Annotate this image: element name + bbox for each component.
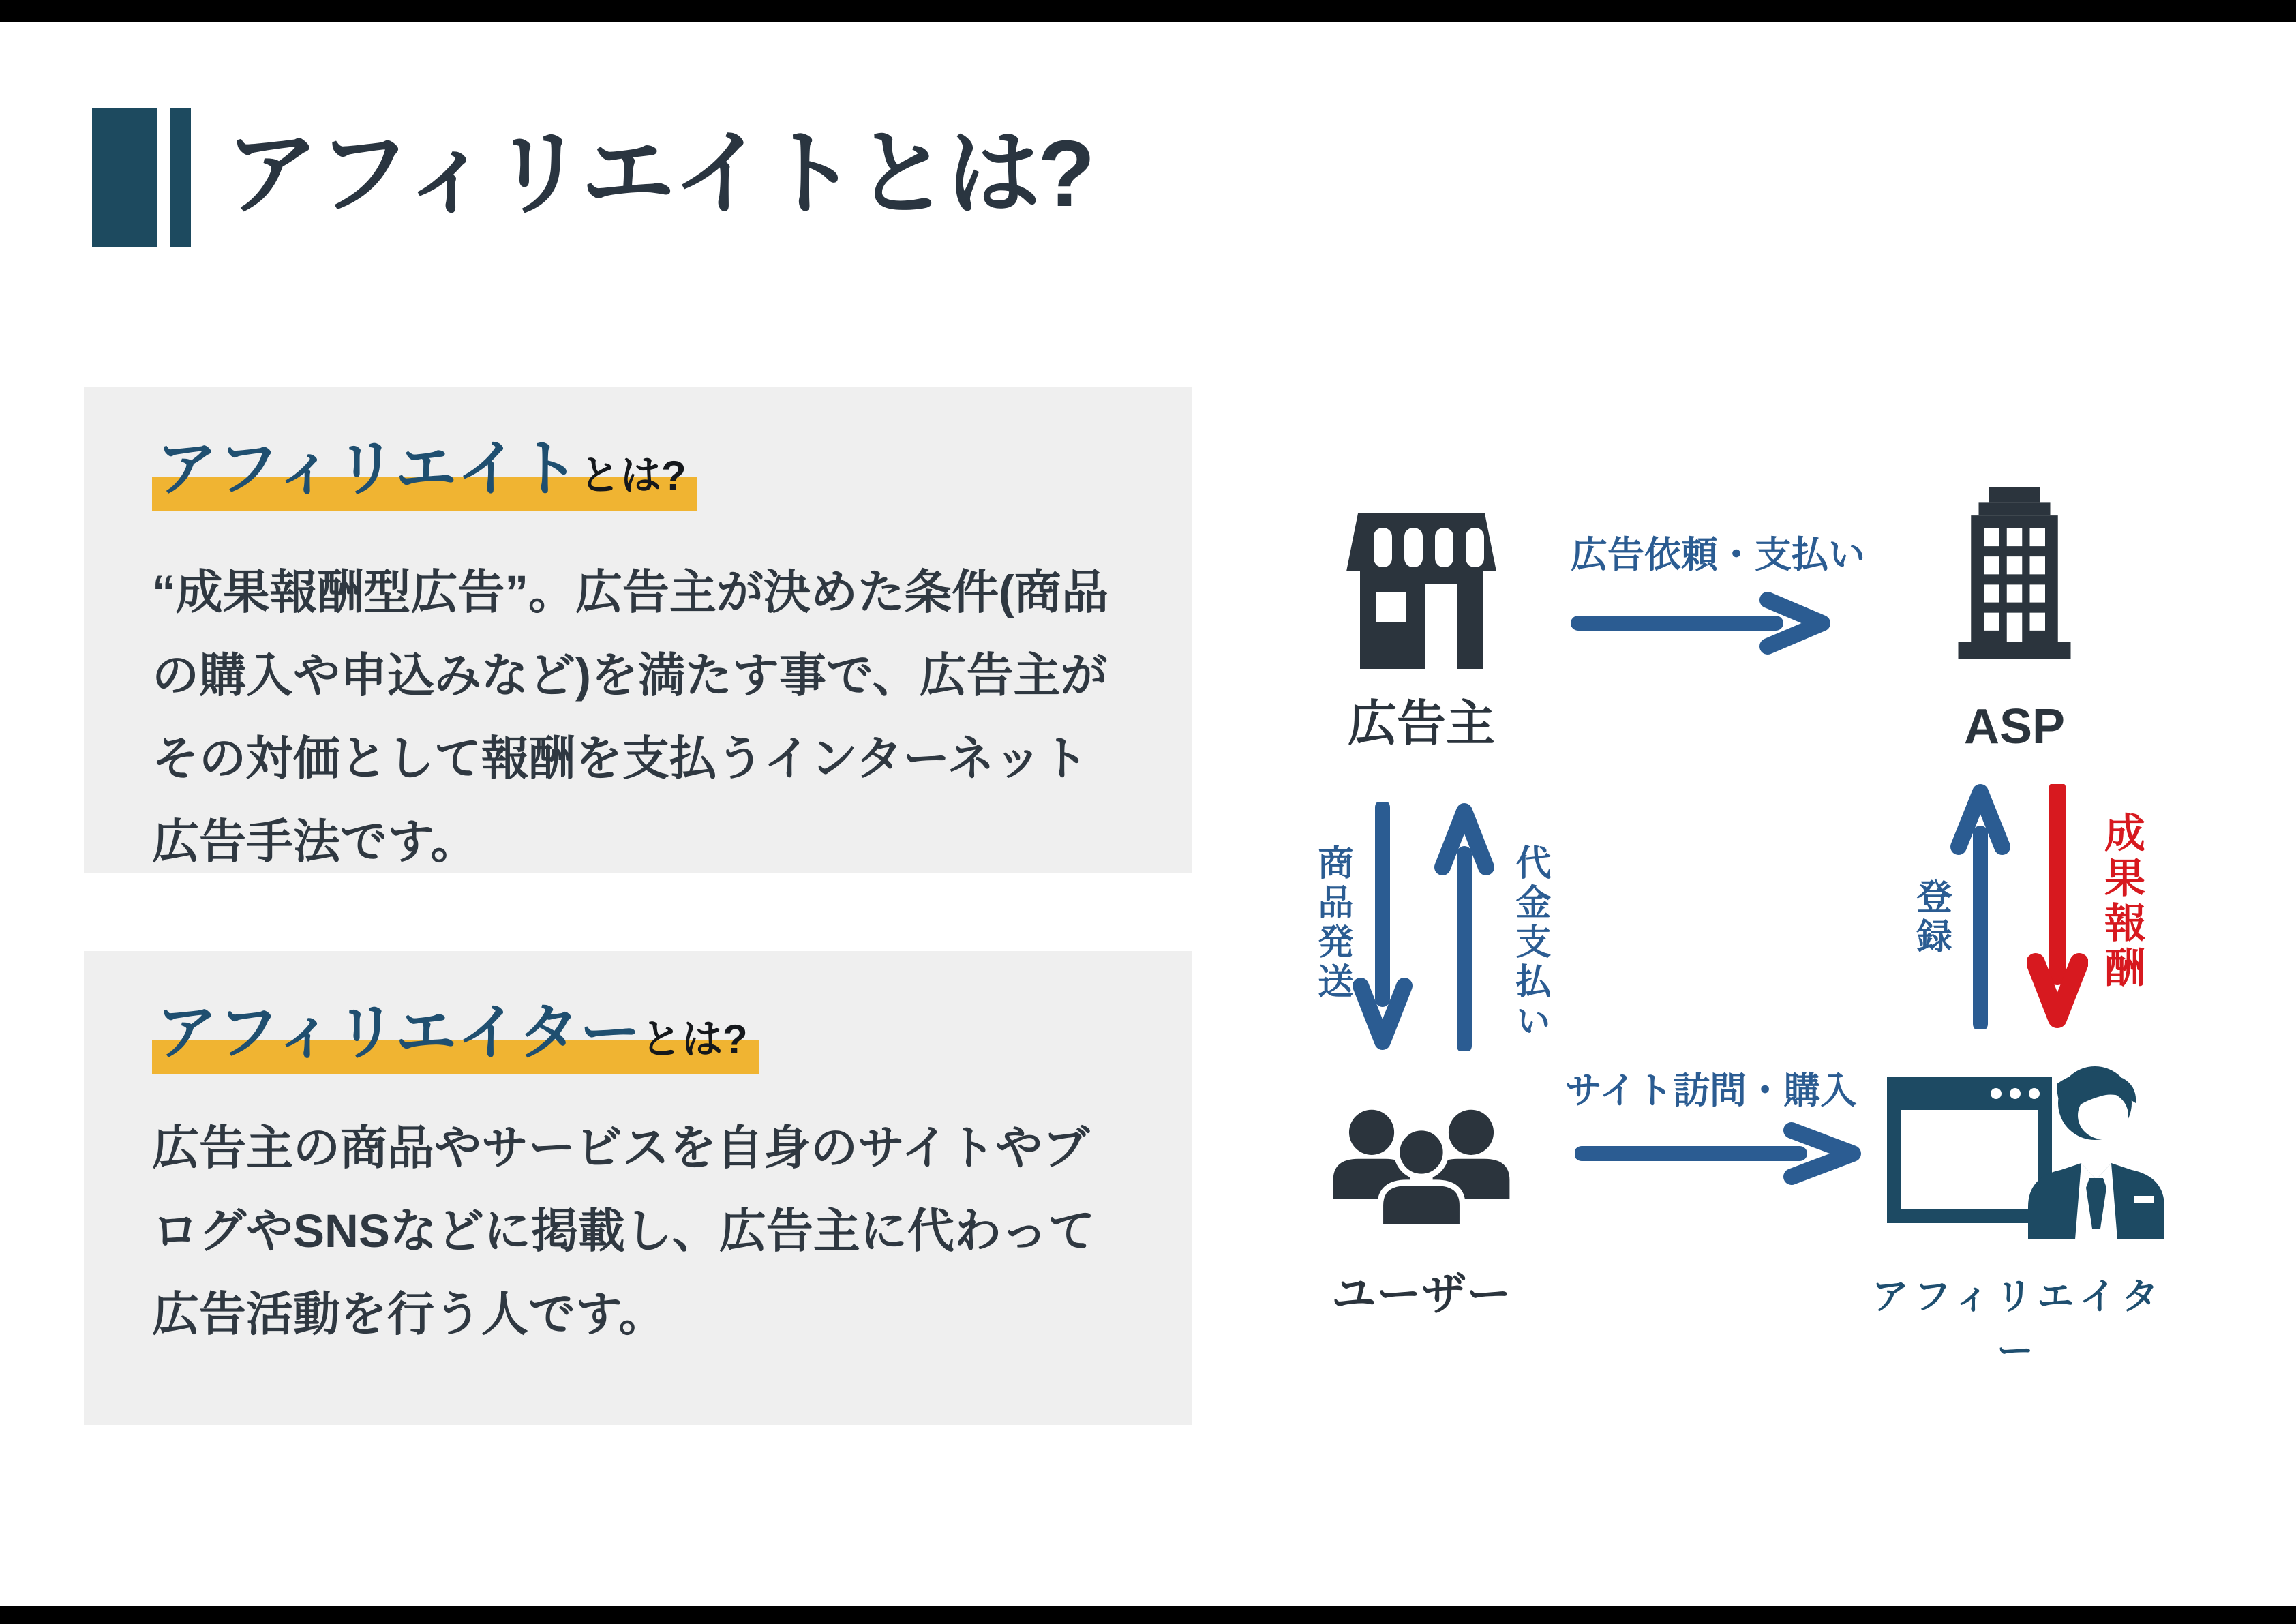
affiliater-heading: [152, 999, 759, 1074]
term-suffix: とは?: [579, 453, 686, 498]
edge-label-site-visit: サイト訪問・購入: [1565, 1070, 1858, 1111]
affiliate-heading: [152, 435, 697, 511]
body-line: ログやSNSなどに掲載し、広告主に代わって: [152, 1205, 1096, 1257]
letterbox-bottom: [0, 1606, 2296, 1624]
body-line: の購入や申込みなど)を満たす事で、広告主が: [152, 649, 1108, 702]
asp-label: ASP: [1963, 700, 2066, 754]
body-line: 広告活動を行う人です。: [152, 1288, 666, 1340]
definition-box-affiliate: [84, 387, 1192, 873]
letterbox-top: [0, 0, 2296, 22]
person-suit-icon: [2021, 1061, 2171, 1239]
body-line: 広告主の商品やサービスを自身のサイトやブ: [152, 1122, 1090, 1174]
arrow-down-performance-reward: [2027, 784, 2088, 1029]
body-line: その対価として報酬を支払うインターネット: [152, 732, 1089, 785]
term-affiliater: アフィリエイター: [156, 999, 641, 1067]
body-line: 広告手法です。: [152, 815, 478, 868]
affiliate-description: [152, 551, 1108, 884]
affiliater-label: アフィリエイター: [1871, 1276, 2164, 1372]
highlighted-term: [152, 435, 697, 511]
term-affiliate: アフィリエイト: [156, 435, 579, 503]
arrow-up-registration: [1950, 784, 2011, 1029]
arrow-up-payment: [1434, 802, 1495, 1051]
arrow-down-product-shipping: [1352, 802, 1413, 1051]
highlighted-term: [152, 999, 759, 1074]
term-suffix: とは?: [641, 1017, 748, 1062]
page-title: アフィリエイトとは?: [225, 121, 1093, 226]
storefront-icon: [1343, 503, 1500, 669]
arrow-right-ad-request: [1571, 592, 1837, 655]
arrow-right-site-visit: [1575, 1122, 1868, 1185]
advertiser-label: 広告主: [1347, 697, 1495, 751]
body-line: “成果報酬型広告”。広告主が決めた条件(商品: [152, 566, 1108, 618]
users-group-icon: [1323, 1104, 1520, 1227]
office-building-icon: [1953, 484, 2076, 672]
edge-label-performance-reward: 成果報酬: [2099, 811, 2145, 991]
title-accent-bar-wide: [92, 108, 157, 247]
definition-box-affiliater: [84, 951, 1192, 1425]
edge-label-payment: 代金支払い: [1510, 844, 1550, 1042]
affiliater-description: [152, 1107, 1095, 1356]
edge-label-registration: 登録: [1911, 878, 1950, 957]
title-accent-bar-thin: [170, 108, 191, 247]
user-label: ユーザー: [1331, 1269, 1511, 1319]
edge-label-ad-request: 広告依頼・支払い: [1571, 535, 1865, 575]
edge-label-product-shipping: 商品発送: [1312, 844, 1352, 1002]
